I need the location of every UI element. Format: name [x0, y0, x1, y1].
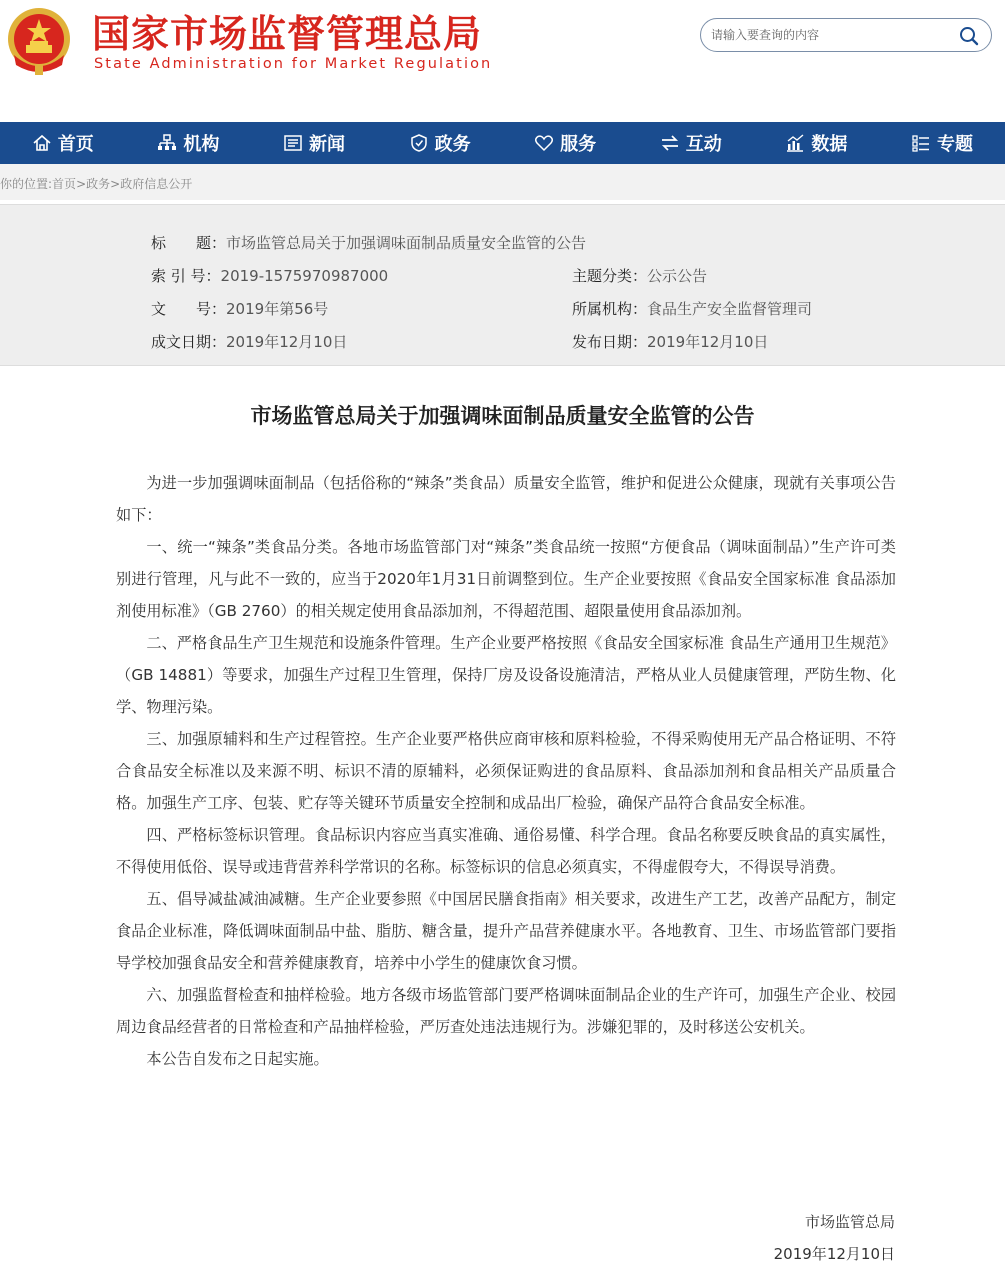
shield-icon [409, 133, 429, 153]
home-icon [32, 133, 52, 153]
meta-doc-label: 文 号： [151, 300, 227, 318]
meta-pub-row [572, 331, 768, 352]
nav-item-org[interactable] [126, 122, 252, 164]
nav-label: 首页 [57, 134, 94, 155]
breadcrumb-link-info[interactable]: 政府信息公开 [120, 177, 193, 191]
site-name-en: State Administration for Market Regulation [94, 56, 493, 72]
heart-icon [534, 133, 554, 153]
article-paragraph: 四、严格标签标识管理。食品标识内容应当真实准确、通俗易懂、科学合理。食品名称要反映食品的真实属性，不得使用低俗、误导或违背营养科学常识的名称。标签标识的信息必须真实，不得虚假夸大，不得误导消费。 [116, 826, 896, 876]
org-chart-icon [157, 133, 177, 153]
meta-doc-row [151, 298, 328, 319]
exchange-icon [660, 133, 680, 153]
meta-date-value: 2019年12月10日 [226, 333, 348, 351]
site-name-cn[interactable]: 国家市场监督管理总局 [92, 12, 483, 56]
article-date: 2019年12月10日 [773, 1245, 895, 1263]
meta-doc-value: 2019年第56号 [226, 300, 329, 318]
nav-label: 互动 [685, 134, 722, 155]
meta-topic-value: 公示公告 [647, 267, 708, 285]
article-paragraph: 本公告自发布之日起实施。 [146, 1050, 329, 1068]
nav-label: 政务 [434, 134, 471, 155]
nav-label: 新闻 [308, 134, 345, 155]
site-header [0, 0, 1005, 122]
news-icon [283, 133, 303, 153]
breadcrumb-prefix: 你的位置: [0, 177, 53, 191]
nav-item-gov[interactable] [377, 122, 503, 164]
nav-label: 专题 [936, 134, 973, 155]
meta-index-row [151, 265, 388, 286]
meta-title-value: 市场监管总局关于加强调味面制品质量安全监管的公告 [226, 234, 587, 252]
meta-index-value: 2019-1575970987000 [220, 267, 389, 285]
article-paragraph: 三、加强原辅料和生产过程管控。生产企业要严格供应商审核和原料检验，不得采购使用无产品合格证明、不符合食品安全标准以及来源不明、标识不清的原辅料，必须保证购进的食品原料、食品添加剂和食品相关产品质量合格。加强生产工序、包装、贮存等关键环节质量安全控制和成品出厂检验，确保产品符合食品安全标准。 [116, 730, 896, 812]
breadcrumb [0, 164, 1005, 200]
meta-title-label: 标 题： [151, 234, 227, 252]
search-box[interactable] [700, 18, 992, 52]
nav-item-service[interactable] [502, 122, 628, 164]
national-emblem-icon[interactable] [4, 5, 74, 77]
article-signature-block [774, 1206, 895, 1269]
meta-org-label: 所属机构： [572, 300, 648, 318]
article-title: 市场监管总局关于加强调味面制品质量安全监管的公告 [250, 403, 755, 428]
nav-item-data[interactable] [754, 122, 880, 164]
breadcrumb-separator: > [110, 177, 121, 191]
chart-icon [785, 133, 805, 153]
article-paragraph: 一、统一“辣条”类食品分类。各地市场监管部门对“辣条”类食品统一按照“方便食品（调味面制品）”生产许可类别进行管理，凡与此不一致的，应当于2020年1月31日前调整到位。生产企业要按照《食品安全国家标准 食品添加剂使用标准》（GB 2760）的相关规定使用食品添加剂，不得超范围、超限量使用食品添加剂。 [116, 538, 896, 620]
article-signature: 市场监管总局 [804, 1213, 895, 1231]
meta-topic-label: 主题分类： [572, 267, 648, 285]
nav-item-news[interactable] [251, 122, 377, 164]
breadcrumb-separator: > [76, 177, 87, 191]
nav-item-home[interactable] [0, 122, 126, 164]
meta-org-value: 食品生产安全监督管理司 [647, 300, 813, 318]
nav-label: 数据 [811, 134, 848, 155]
meta-pub-value: 2019年12月10日 [647, 333, 769, 351]
main-nav [0, 122, 1005, 164]
search-icon[interactable] [959, 26, 979, 46]
breadcrumb-link-home[interactable]: 首页 [52, 177, 77, 191]
meta-pub-label: 发布日期： [572, 333, 648, 351]
article-paragraph: 六、加强监督检查和抽样检验。地方各级市场监管部门要严格调味面制品企业的生产许可，加强生产企业、校园周边食品经营者的日常检查和产品抽样检验，严厉查处违法违规行为。涉嫌犯罪的，及时移送公安机关。 [116, 986, 896, 1036]
article-body [116, 467, 896, 1075]
nav-item-topic[interactable] [879, 122, 1005, 164]
meta-title-row [151, 232, 586, 253]
meta-org-row [572, 298, 812, 319]
meta-date-row [151, 331, 347, 352]
search-input[interactable] [711, 25, 951, 45]
list-icon [911, 133, 931, 153]
meta-date-label: 成文日期： [151, 333, 227, 351]
meta-topic-row [572, 265, 707, 286]
nav-item-interact[interactable] [628, 122, 754, 164]
article-paragraph: 为进一步加强调味面制品（包括俗称的“辣条”类食品）质量安全监管，维护和促进公众健康，现就有关事项公告如下： [116, 474, 896, 524]
meta-index-label: 索 引 号： [151, 267, 221, 285]
document-meta [0, 204, 1005, 366]
breadcrumb-link-gov[interactable]: 政务 [86, 177, 111, 191]
nav-label: 机构 [183, 134, 220, 155]
article-paragraph: 五、倡导减盐减油减糖。生产企业要参照《中国居民膳食指南》相关要求，改进生产工艺，改善产品配方，制定食品企业标准，降低调味面制品中盐、脂肪、糖含量，提升产品营养健康水平。各地教育、卫生、市场监管部门要指导学校加强食品安全和营养健康教育，培养中小学生的健康饮食习惯。 [116, 890, 896, 972]
article-paragraph: 二、严格食品生产卫生规范和设施条件管理。生产企业要严格按照《食品安全国家标准 食品生产通用卫生规范》（GB 14881）等要求，加强生产过程卫生管理，保持厂房及设备设施清洁，严格从业人员健康管理，严防生物、化学、物理污染。 [116, 634, 896, 716]
nav-label: 服务 [560, 134, 597, 155]
